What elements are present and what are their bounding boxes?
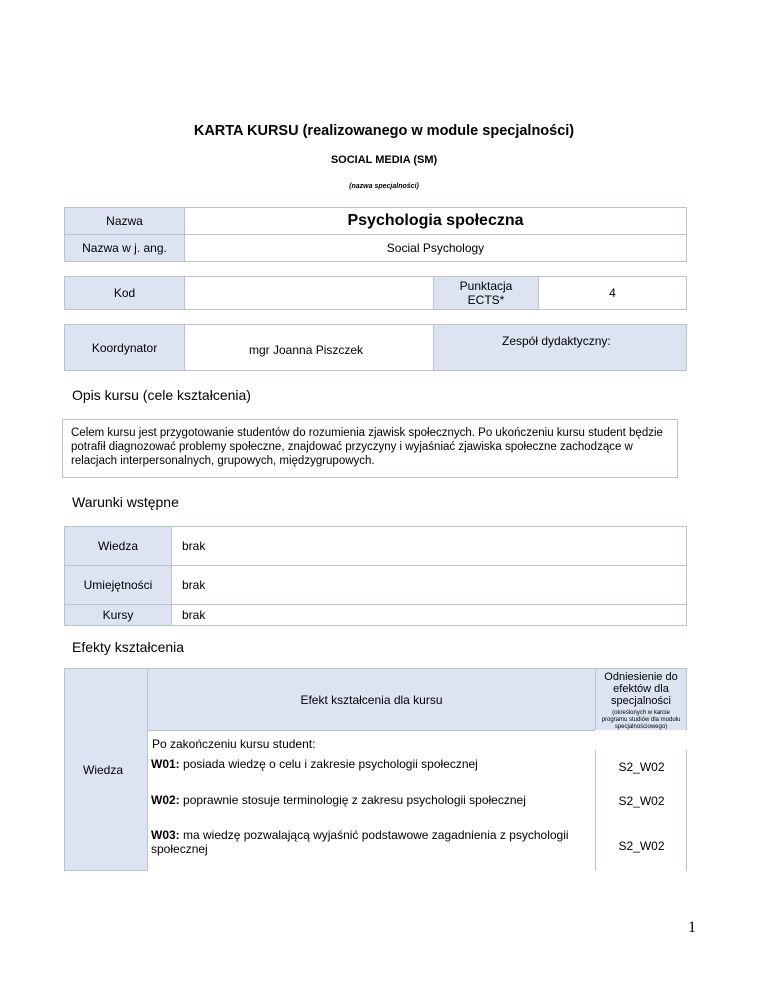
outcome-text: ma wiedzę pozwalającą wyjaśnić podstawowe zagadnienia z psychologii społecznej [151, 828, 569, 856]
outcome-text: poprawnie stosuje terminologię z zakresu psychologii społecznej [183, 793, 526, 807]
prerequisites-heading: Warunki wstępne [72, 494, 179, 510]
course-name-en: Social Psychology [386, 241, 485, 255]
prereq-value-cell-0 [171, 526, 687, 566]
code-label-cell [64, 276, 185, 310]
prereq-label-cell-0 [64, 526, 172, 566]
outcomes-intro-gap [595, 730, 687, 750]
outcome-ref [596, 826, 687, 866]
effect-header-cell [147, 668, 596, 731]
ref-header-note: (określonych w karcie programu studiów dla modułu specjalnościowego) [601, 710, 681, 730]
outcomes-heading: Efekty kształcenia [72, 639, 185, 655]
prereq-label: Kursy [102, 608, 134, 622]
ref-header: Odniesienie do efektów dla specjalności [604, 671, 678, 707]
page-title: KARTA KURSU (realizowanego w module specjalności) [193, 123, 575, 139]
ects-value: 4 [609, 286, 616, 300]
name-label: Nazwa [106, 214, 143, 228]
prereq-label-cell-1 [64, 565, 172, 605]
prereq-value: brak [182, 608, 206, 622]
description-box [62, 419, 678, 478]
team-cell [433, 324, 687, 371]
prereq-label: Umiejętności [83, 578, 153, 592]
code-label: Kod [113, 286, 136, 300]
outcome-code: W02: [151, 793, 180, 807]
page-number: 1 [688, 919, 696, 936]
outcomes-intro: Po zakończeniu kursu student: [152, 737, 316, 751]
prereq-value: brak [182, 578, 206, 592]
effect-header: Efekt kształcenia dla kursu [300, 692, 443, 707]
team-label: Zespół dydaktyczny: [502, 334, 611, 348]
outcomes-category: Wiedza [83, 763, 124, 777]
ref-header-cell [595, 668, 687, 731]
name-en-label-cell [64, 234, 185, 262]
ects-label-cell [433, 276, 539, 310]
specialty-note: (nazwa specjalności) [349, 183, 419, 190]
coordinator-value-cell [184, 324, 434, 371]
outcome-code: W03: [151, 828, 180, 842]
prereq-value-cell-1 [171, 565, 687, 605]
coordinator-name: mgr Joanna Piszczek [249, 343, 364, 357]
coordinator-label: Koordynator [91, 340, 158, 355]
coordinator-label-cell [64, 324, 185, 371]
code-value-cell [184, 276, 434, 310]
outcome-row [151, 750, 591, 778]
outcome-ref [596, 784, 687, 818]
specialty-name: SOCIAL MEDIA (SM) [330, 154, 438, 166]
outcome-ref-value: S2_W02 [618, 794, 665, 808]
prereq-label: Wiedza [97, 539, 138, 553]
outcome-ref [596, 750, 687, 784]
ects-value-cell [538, 276, 687, 310]
prereq-value: brak [182, 539, 206, 553]
outcome-row [151, 824, 571, 860]
outcomes-category-cell [64, 668, 148, 871]
outcome-row [151, 786, 591, 814]
prereq-value-cell-2 [171, 604, 687, 626]
name-label-cell [64, 207, 185, 235]
name-value-cell [184, 207, 687, 235]
prereq-label-cell-2 [64, 604, 172, 626]
name-en-label: Nazwa w j. ang. [82, 241, 167, 255]
course-name: Psychologia społeczna [347, 212, 524, 229]
name-en-value-cell [184, 234, 687, 262]
description-text: Celem kursu jest przygotowanie studentów do rozumienia zjawisk społecznych. Po ukończeniu kursu student będzie potrafił diagnozować problemy społeczne, znajdować przyczyny i wyjaśniać zjawiska społeczne zachodzące w relacjach interpersonalnych, grupowych, międzygrupowych. [71, 427, 663, 467]
description-heading: Opis kursu (cele kształcenia) [72, 387, 251, 403]
outcome-ref-value: S2_W02 [618, 760, 665, 774]
outcome-text: posiada wiedzę o celu i zakresie psychologii społecznej [183, 757, 478, 771]
outcome-code: W01: [151, 757, 180, 771]
ects-label: Punktacja ECTS* [459, 279, 513, 307]
outcome-ref-value: S2_W02 [618, 839, 665, 853]
